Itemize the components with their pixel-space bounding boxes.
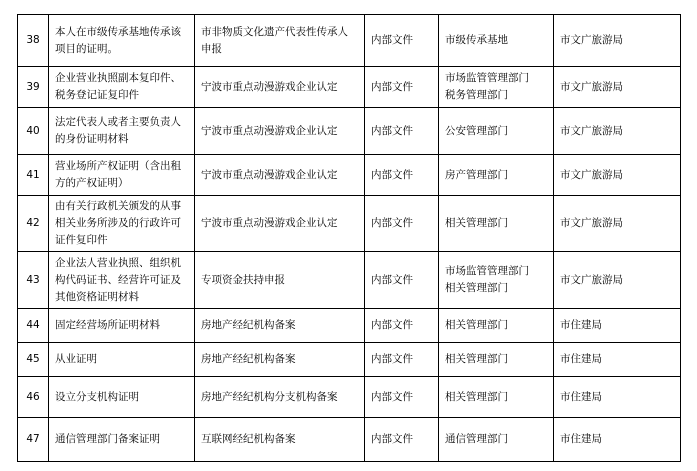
table-body (18, 15, 681, 462)
row-number-cell: 39 (18, 67, 49, 108)
table-row (18, 418, 681, 462)
table-row (18, 377, 681, 418)
responsible-agency-cell: 市文广旅游局 (554, 252, 681, 309)
responsible-agency-cell: 市住建局 (554, 343, 681, 377)
responsible-agency-cell: 市文广旅游局 (554, 108, 681, 155)
issuing-department-cell: 市场监管管理部门 税务管理部门 (439, 67, 554, 108)
issuing-department-cell: 房产管理部门 (439, 155, 554, 196)
material-name-cell: 本人在市级传承基地传承该项目的证明。 (49, 15, 195, 67)
responsible-agency-cell: 市文广旅游局 (554, 67, 681, 108)
issuing-department-cell: 市场监管管理部门 相关管理部门 (439, 252, 554, 309)
service-item-cell: 专项资金扶持申报 (195, 252, 365, 309)
service-item-cell: 宁波市重点动漫游戏企业认定 (195, 196, 365, 252)
table-row (18, 155, 681, 196)
materials-table (17, 14, 681, 462)
table-row (18, 67, 681, 108)
material-name-cell: 企业营业执照副本复印件、税务登记证复印件 (49, 67, 195, 108)
document-type-cell: 内部文件 (365, 196, 439, 252)
responsible-agency-cell: 市住建局 (554, 418, 681, 462)
document-type-cell: 内部文件 (365, 343, 439, 377)
issuing-department-cell: 相关管理部门 (439, 343, 554, 377)
document-type-cell: 内部文件 (365, 377, 439, 418)
service-item-cell: 房地产经纪机构备案 (195, 309, 365, 343)
table-row (18, 309, 681, 343)
issuing-department-cell: 相关管理部门 (439, 196, 554, 252)
table-row (18, 252, 681, 309)
document-type-cell: 内部文件 (365, 309, 439, 343)
document-type-cell: 内部文件 (365, 15, 439, 67)
material-name-cell: 法定代表人或者主要负责人的身份证明材料 (49, 108, 195, 155)
row-number-cell: 43 (18, 252, 49, 309)
document-type-cell: 内部文件 (365, 67, 439, 108)
document-type-cell: 内部文件 (365, 108, 439, 155)
issuing-department-cell: 公安管理部门 (439, 108, 554, 155)
row-number-cell: 38 (18, 15, 49, 67)
row-number-cell: 45 (18, 343, 49, 377)
document-type-cell: 内部文件 (365, 418, 439, 462)
responsible-agency-cell: 市住建局 (554, 309, 681, 343)
table-row (18, 15, 681, 67)
issuing-department-cell: 相关管理部门 (439, 377, 554, 418)
row-number-cell: 47 (18, 418, 49, 462)
responsible-agency-cell: 市住建局 (554, 377, 681, 418)
row-number-cell: 40 (18, 108, 49, 155)
service-item-cell: 房地产经纪机构分支机构备案 (195, 377, 365, 418)
material-name-cell: 从业证明 (49, 343, 195, 377)
row-number-cell: 41 (18, 155, 49, 196)
service-item-cell: 宁波市重点动漫游戏企业认定 (195, 67, 365, 108)
responsible-agency-cell: 市文广旅游局 (554, 155, 681, 196)
issuing-department-cell: 通信管理部门 (439, 418, 554, 462)
document-type-cell: 内部文件 (365, 252, 439, 309)
material-name-cell: 企业法人营业执照、组织机构代码证书、经营许可证及其他资格证明材料 (49, 252, 195, 309)
service-item-cell: 房地产经纪机构备案 (195, 343, 365, 377)
service-item-cell: 互联网经纪机构备案 (195, 418, 365, 462)
responsible-agency-cell: 市文广旅游局 (554, 15, 681, 67)
row-number-cell: 42 (18, 196, 49, 252)
row-number-cell: 46 (18, 377, 49, 418)
document-type-cell: 内部文件 (365, 155, 439, 196)
service-item-cell: 市非物质文化遗产代表性传承人申报 (195, 15, 365, 67)
service-item-cell: 宁波市重点动漫游戏企业认定 (195, 155, 365, 196)
table-row (18, 196, 681, 252)
material-name-cell: 通信管理部门备案证明 (49, 418, 195, 462)
issuing-department-cell: 市级传承基地 (439, 15, 554, 67)
material-name-cell: 营业场所产权证明（含出租方的产权证明） (49, 155, 195, 196)
material-name-cell: 固定经营场所证明材料 (49, 309, 195, 343)
material-name-cell: 设立分支机构证明 (49, 377, 195, 418)
responsible-agency-cell: 市文广旅游局 (554, 196, 681, 252)
row-number-cell: 44 (18, 309, 49, 343)
issuing-department-cell: 相关管理部门 (439, 309, 554, 343)
service-item-cell: 宁波市重点动漫游戏企业认定 (195, 108, 365, 155)
table-row (18, 108, 681, 155)
table-row (18, 343, 681, 377)
material-name-cell: 由有关行政机关颁发的从事相关业务所涉及的行政许可证件复印件 (49, 196, 195, 252)
